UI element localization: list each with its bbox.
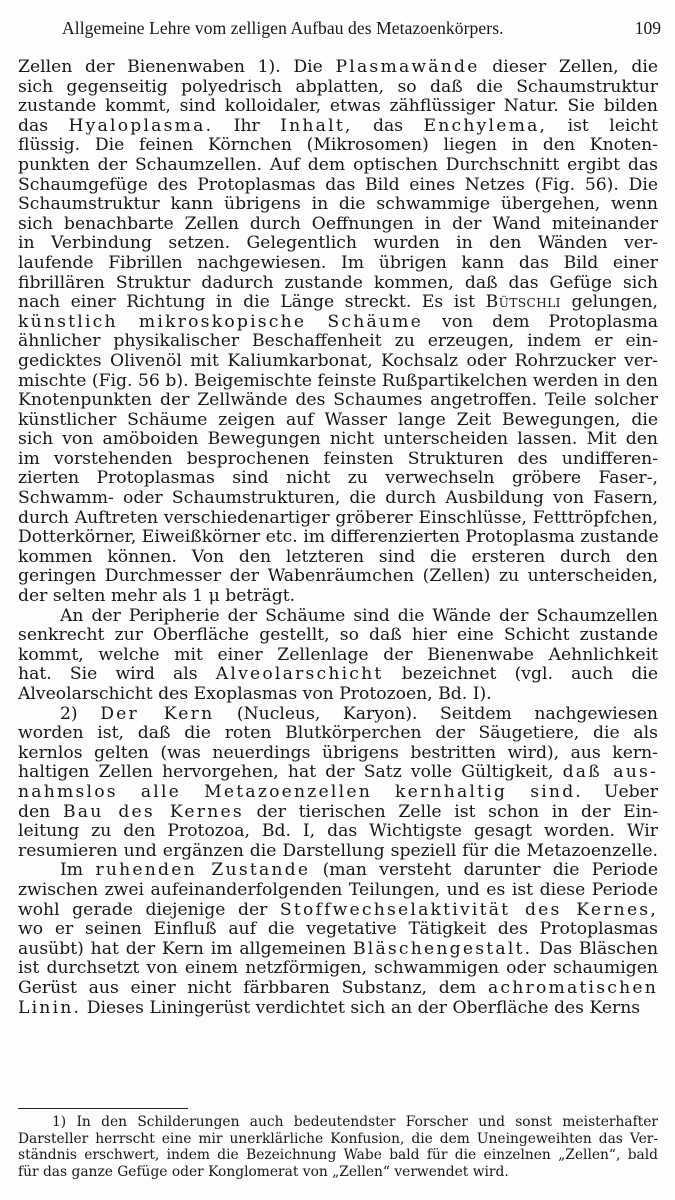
text-line: Im ruhenden Zustande (man versteht darunter die Periode <box>60 860 658 881</box>
footnote-divider <box>18 1108 188 1109</box>
text-line: sich von amöboiden Bewegungen nicht unterscheiden lassen. Mit den <box>18 429 658 450</box>
text-line: senkrecht zur Oberfläche gestellt, so daß hier eine Schicht zustande <box>18 625 658 646</box>
text-line: ähnlicher physikalischer Beschaffenheit zu erzeugen, indem er ein- <box>18 331 658 352</box>
running-header <box>0 18 675 44</box>
text-line: haltigen Zellen hervorgehen, hat der Satz volle Gültigkeit, daß aus- <box>18 762 658 783</box>
text-line: in Verbindung setzen. Gelegentlich wurden in den Wänden ver- <box>18 233 658 254</box>
text-line: punkten der Schaumzellen. Auf dem optischen Durchschnitt ergibt das <box>18 154 658 175</box>
text-line: Schaumstruktur kann übrigens in die schwammige übergehen, wenn <box>18 194 658 215</box>
footnote-line: Darsteller herrscht eine mir unerklärliche Konfusion, die dem Uneingeweihten das Ver- <box>18 1130 658 1147</box>
text-line: mischte (Fig. 56 b). Beigemischte feinste Rußpartikelchen werden in den <box>18 370 658 391</box>
running-title: Allgemeine Lehre vom zelligen Aufbau des Metazoenkörpers. <box>62 18 504 38</box>
text-line: wo er seinen Einfluß auf die vegetative Tätigkeit des Protoplasmas <box>18 919 658 940</box>
text-line: das Hyaloplasma. Ihr Inhalt, das Enchylema, ist leicht <box>18 115 658 136</box>
text-line: An der Peripherie der Schäume sind die Wände der Schaumzellen <box>60 605 658 626</box>
text-line: kommen können. Von den letzteren sind die ersteren durch den <box>18 546 658 567</box>
body-text <box>18 58 658 1018</box>
text-line: der selten mehr als 1 μ beträgt. <box>18 586 296 607</box>
text-line: Zellen der Bienenwaben 1). Die Plasmawände dieser Zellen, die <box>18 57 658 77</box>
text-line: Knotenpunkten der Zellwände des Schaumes angetroffen. Teile solcher <box>18 390 658 411</box>
text-line: zierten Protoplasmas sind nicht zu verwechseln gröbere Faser-, <box>18 468 658 489</box>
text-line: sich benachbarte Zellen durch Oeffnungen in der Wand miteinander <box>18 213 658 234</box>
text-line: Dotterkörner, Eiweißkörner etc. im differenzierten Protoplasma zustande <box>18 527 659 548</box>
text-line: Gerüst aus einer nicht färbbaren Substanz, dem achromatischen <box>18 977 658 998</box>
text-line: künstlich mikroskopische Schäume von dem Protoplasma <box>18 311 658 332</box>
text-line: zwischen zwei aufeinanderfolgenden Teilungen, und es ist diese Periode <box>18 879 658 900</box>
text-line: den Bau des Kernes der tierischen Zelle ist schon in der Ein- <box>18 801 659 822</box>
author-name: Bütschli <box>485 292 561 313</box>
text-line: Alveolarschicht des Exoplasmas von Protozoen, Bd. I). <box>18 684 492 704</box>
footnotes <box>18 1114 658 1180</box>
text-line: geringen Durchmesser der Wabenräumchen (Zellen) zu unterscheiden, <box>18 566 658 587</box>
text-line: wohl gerade diejenige der Stoffwechselaktivität des Kernes, <box>18 899 658 920</box>
footnote-line: 1) In den Schilderungen auch bedeutendster Forscher und sonst meisterhafter <box>52 1114 658 1130</box>
footnote-line: für das ganze Gefüge oder Konglomerat von „Zellen“ verwendet wird. <box>18 1163 509 1180</box>
text-line: kommt, welche mit einer Zellenlage der Bienenwabe Aehnlichkeit <box>18 644 658 665</box>
text-line: gedicktes Olivenöl mit Kaliumkarbonat, Kochsalz oder Rohrzucker ver- <box>18 350 658 371</box>
text-line: resumieren und ergänzen die Darstellung speziell für die Metazoenzelle. <box>18 840 658 861</box>
text-line: Schaumgefüge des Protoplasmas das Bild eines Netzes (Fig. 56). Die <box>18 174 658 195</box>
text-line: künstlicher Schäume zeigen auf Wasser lange Zeit Bewegungen, die <box>18 409 658 430</box>
text-line: flüssig. Die feinen Körnchen (Mikrosomen) liegen in den Knoten- <box>18 135 658 156</box>
text-line: ausübt) hat der Kern im allgemeinen Bläschengestalt. Das Bläschen <box>18 938 659 959</box>
text-line: Linin. Dieses Liningerüst verdichtet sich an der Oberfläche des Kerns <box>18 997 641 1018</box>
text-line: im vorstehenden besprochenen feinsten Strukturen des undifferen- <box>18 448 658 469</box>
text-line: laufende Fibrillen nachgewiesen. Im übrigen kann das Bild einer <box>18 252 658 273</box>
text-line: leitung zu den Protozoa, Bd. I, das Wichtigste gesagt worden. Wir <box>18 821 658 842</box>
text-line: nach einer Richtung in die Länge streckt. Es ist Bütschli gelungen, <box>18 292 658 313</box>
text-line: nahmslos alle Metazoenzellen kernhaltig sind. Ueber <box>18 781 658 802</box>
page-number: 109 <box>634 18 661 38</box>
text-line: sich gegenseitig polyedrisch abplatten, so daß die Schaumstruktur <box>18 76 658 97</box>
text-line: durch Auftreten verschiedenartiger gröberer Einschlüsse, Fetttröpfchen, <box>18 507 658 528</box>
text-line: ist durchsetzt von einem netzförmigen, schwammigen oder schaumigen <box>18 958 658 979</box>
text-line: worden ist, daß die roten Blutkörperchen der Säugetiere, die als <box>18 723 658 744</box>
text-line: Schwamm- oder Schaumstrukturen, die durch Ausbildung von Fasern, <box>18 488 658 509</box>
footnote-line: ständnis erschwert, indem die Bezeichnung Wabe bald für die einzelnen „Zellen“, bald <box>18 1147 658 1163</box>
text-line: fibrillären Struktur dadurch zustande kommen, daß das Gefüge sich <box>18 272 658 293</box>
text-line: hat. Sie wird als Alveolarschicht bezeichnet (vgl. auch die <box>18 664 658 685</box>
text-line: kernlos gelten (was neuerdings übrigens bestritten wird), aus kern- <box>18 742 658 763</box>
text-line: zustande kommt, sind kolloidaler, etwas zähflüssiger Natur. Sie bilden <box>18 96 658 117</box>
text-line: 2) Der Kern (Nucleus, Karyon). Seitdem nachgewiesen <box>60 703 659 724</box>
